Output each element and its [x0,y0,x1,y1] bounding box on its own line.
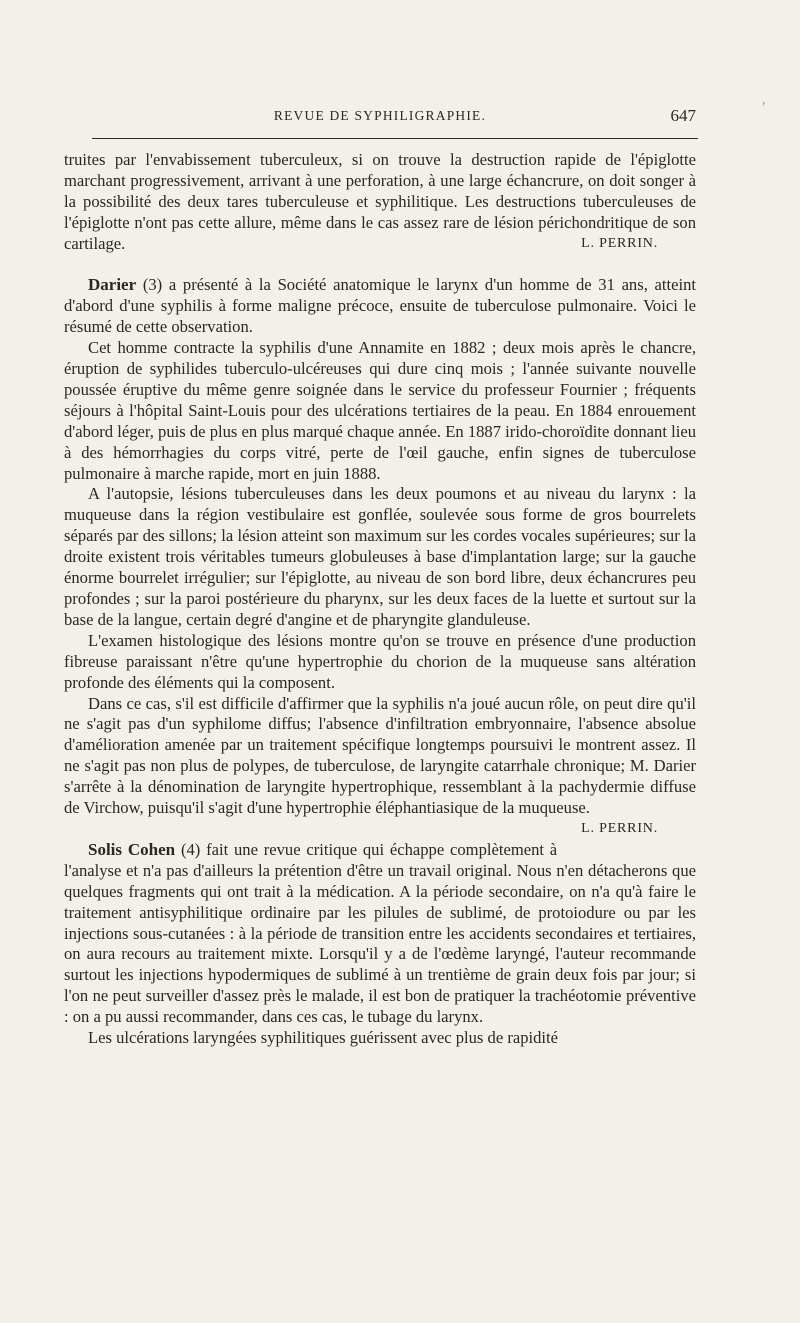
paragraph [64,840,696,1028]
page-body [64,150,696,1049]
paragraph: L'examen histologique des lésions montre qu'on se trouve en présence d'une production fibreuse paraissant n'être qu'une hypertrophie du chorion de la muqueuse sans altération profonde des éléments qui la composent. [64,630,696,692]
section-gap [64,255,696,276]
header-rule [92,138,698,139]
signature: L. PERRIN. [581,820,658,836]
paragraph: A l'autopsie, lésions tuberculeuses dans les deux poumons et au niveau du larynx : la muqueuse dans la région vestibulaire est gonflée, soulevée sous forme de gros bourrelets séparés par des sillons; la lésion atteint son maximum sur les cordes vocales supérieures; sur la droite existent trois véritables tumeurs globuleuses à base d'implantation large; sur la gauche énorme bourrelet irrégulier; sur l'épiglotte, au niveau de son bord libre, deux échancrures peu profondes ; sur la paroi postérieure du pharynx, sur les deux faces de la luette et surtout sur la base de la langue, certain degré d'angine et de pharyngite glanduleuse. [64,484,696,629]
paragraph: Cet homme contracte la syphilis d'une Annamite en 1882 ; deux mois après le chancre, éruption de syphilides tuberculo-ulcéreuses qui dure cinq mois ; l'année suivante nouvelle poussée éruptive du même genre soignée dans le service du professeur Fournier ; fréquents séjours à l'hôpital Saint-Louis pour des ulcérations tertiaires de la peau. En 1884 enrouement d'abord léger, puis de plus en plus marqué chaque année. En 1887 irido-choroïdite donnant lieu à des hémorrhagies du corps vitré, perte de l'œil gauche, enfin signes de tuberculose pulmonaire à marche rapide, mort en juin 1888. [64,338,696,483]
margin-mark: › [762,98,766,109]
page-number: 647 [670,106,696,125]
signature: L. PERRIN. [581,235,658,251]
paragraph [64,275,696,338]
paragraph-text: Dans ce cas, s'il est difficile d'affirmer que la syphilis n'a joué aucun rôle, on peut dire qu'il ne s'agit pas d'un syphilome diffus; l'absence d'infiltration embryonnaire, l'absence absolue d'amélioration amenée par un traitement spécifique longtemps poursuivi le montrent assez. Il ne s'agit pas non plus de polypes, de tuberculose, de laryngite catarrhale chronique; M. Darier s'arrête à la dénomination de laryngite hypertrophique, ressemblant à la pachydermie diffuse de Virchow, puisqu'il s'agit d'une hypertrophie éléphantiasique de la muqueuse. [64,693,696,818]
paragraph-text: (3) a présenté à la Société anatomique le larynx d'un homme de 31 ans, atteint d'abord d'une syphilis à forme maligne précoce, ensuite de tuberculose pulmonaire. Voici le résumé de cette observation. [64,275,696,337]
article-continuation [64,150,696,255]
author-name: Solis Cohen [88,839,176,859]
paragraph: Les ulcérations laryngées syphilitiques guérissent avec plus de rapidité [88,1028,559,1048]
paragraph [64,693,696,836]
running-head [64,106,696,128]
author-name: Darier [88,275,137,295]
running-title: REVUE DE SYPHILIGRAPHIE. [273,108,487,123]
article-continuation-text: truites par l'envabissement tuberculeux, si on trouve la destruction rapide de l'épiglotte marchant progressivement, arrivant à une perforation, à une large échancrure, on doit songer à la possibilité des deux tares tuberculeuse et syphilitique. Les destructions tuberculeuses de l'épiglotte n'ont pas cette allure, même dans le cas assez rare de lésion périchondritique de son cartilage. [64,150,696,253]
paragraph-text: (4) fait une revue critique qui échappe complètement à l'analyse et n'a pas d'ailleurs la prétention d'être un travail original. Nous n'en détacherons que quelques fragments qui ont trait à la médication. A la période secondaire, on n'a qu'à faire le traitement antisyphilitique ordinaire par les pilules de sublimé, de protoiodure ou par les injections sous-cutanées : à la période de transition entre les accidents secondaires et tertiaires, on aura recours au traitement mixte. Lorsqu'il y a de l'œdème laryngé, l'auteur recommande surtout les injections hypodermiques de sublimé à un trentième de grain deux fois par jour; si l'on ne peut surveiller d'assez près le malade, il est bon de pratiquer la trachéotomie préventive : on a pu aussi recommander, dans ces cas, le tubage du larynx. [64,839,696,1027]
